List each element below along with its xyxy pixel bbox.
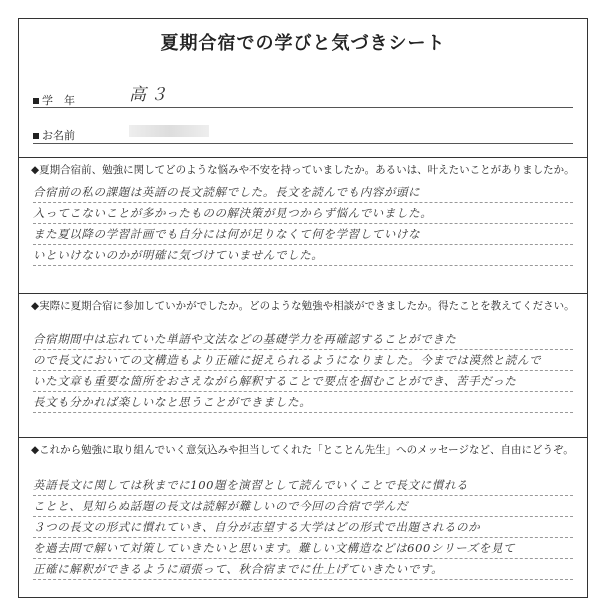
grade-value: 高３ bbox=[129, 85, 171, 105]
question-2: ◆実際に夏期合宿に参加していかがでしたか。どのような勉強や相談ができましたか。得たことを教えてください。 bbox=[31, 300, 575, 312]
answer-1-line-3: また夏以降の学習計画でも自分には何が足りなくて何を学習していけな bbox=[33, 227, 421, 241]
name-label: お名前 bbox=[42, 129, 75, 142]
answer-2-line-4: 長文も分かれば楽しいなと思うことができました。 bbox=[33, 395, 312, 409]
answer-3-line-4: を過去問で解いて対策していきたいと思います。難しい文構造などは600シリーズを見て bbox=[33, 541, 516, 555]
worksheet bbox=[18, 18, 588, 598]
square-bullet-icon bbox=[33, 133, 39, 139]
answer-2-line-3: いた文章も重要な箇所をおさえながら解釈することで要点を掴むことができ、苦手だった bbox=[33, 374, 517, 388]
sheet-title: 夏期合宿での学びと気づきシート bbox=[160, 33, 446, 54]
question-1: ◆夏期合宿前、勉強に関してどのような悩みや不安を持っていましたか。あるいは、叶えたいことがありましたか。 bbox=[31, 164, 575, 176]
grade-label: 学 年 bbox=[42, 94, 75, 107]
answer-1-line-4: いといけないのかが明確に気づけていませんでした。 bbox=[33, 248, 324, 262]
section-divider bbox=[19, 437, 587, 438]
section-divider bbox=[19, 293, 587, 294]
grade-underline bbox=[33, 107, 573, 108]
square-bullet-icon bbox=[33, 98, 39, 104]
answer-2-line-1: 合宿期間中は忘れていた単語や文法などの基礎学力を再確認することができた bbox=[33, 332, 457, 346]
answer-1-line-2: 入ってこないことが多かったものの解決策が見つからず悩んでいました。 bbox=[33, 206, 433, 220]
name-underline bbox=[33, 143, 573, 144]
answer-2-line-2: ので長文においての文構造もより正確に捉えられるようになりました。今までは漠然と読んで bbox=[33, 353, 542, 367]
answer-3-line-3: ３つの長文の形式に慣れていき、自分が志望する大学はどの形式で出題されるのか bbox=[33, 520, 481, 534]
answer-3-line-2: ことと、見知らぬ話題の長文は読解が難しいので今回の合宿で学んだ bbox=[33, 499, 409, 513]
redacted-name bbox=[129, 125, 209, 137]
question-3: ◆これから勉強に取り組んでいく意気込みや担当してくれた「とことん先生」へのメッセージなど、自由にどうぞ。 bbox=[31, 444, 574, 456]
name-field bbox=[33, 127, 75, 143]
answer-3-line-1: 英語長文に関しては秋までに100題を演習として読んでいくことで長文に慣れる bbox=[33, 478, 469, 492]
answer-3-line-5: 正確に解釈ができるように頑張って、秋合宿までに仕上げていきたいです。 bbox=[33, 562, 444, 576]
section-divider bbox=[19, 157, 587, 158]
answer-1-line-1: 合宿前の私の課題は英語の長文読解でした。長文を読んでも内容が頭に bbox=[33, 185, 421, 199]
grade-field bbox=[33, 92, 75, 108]
